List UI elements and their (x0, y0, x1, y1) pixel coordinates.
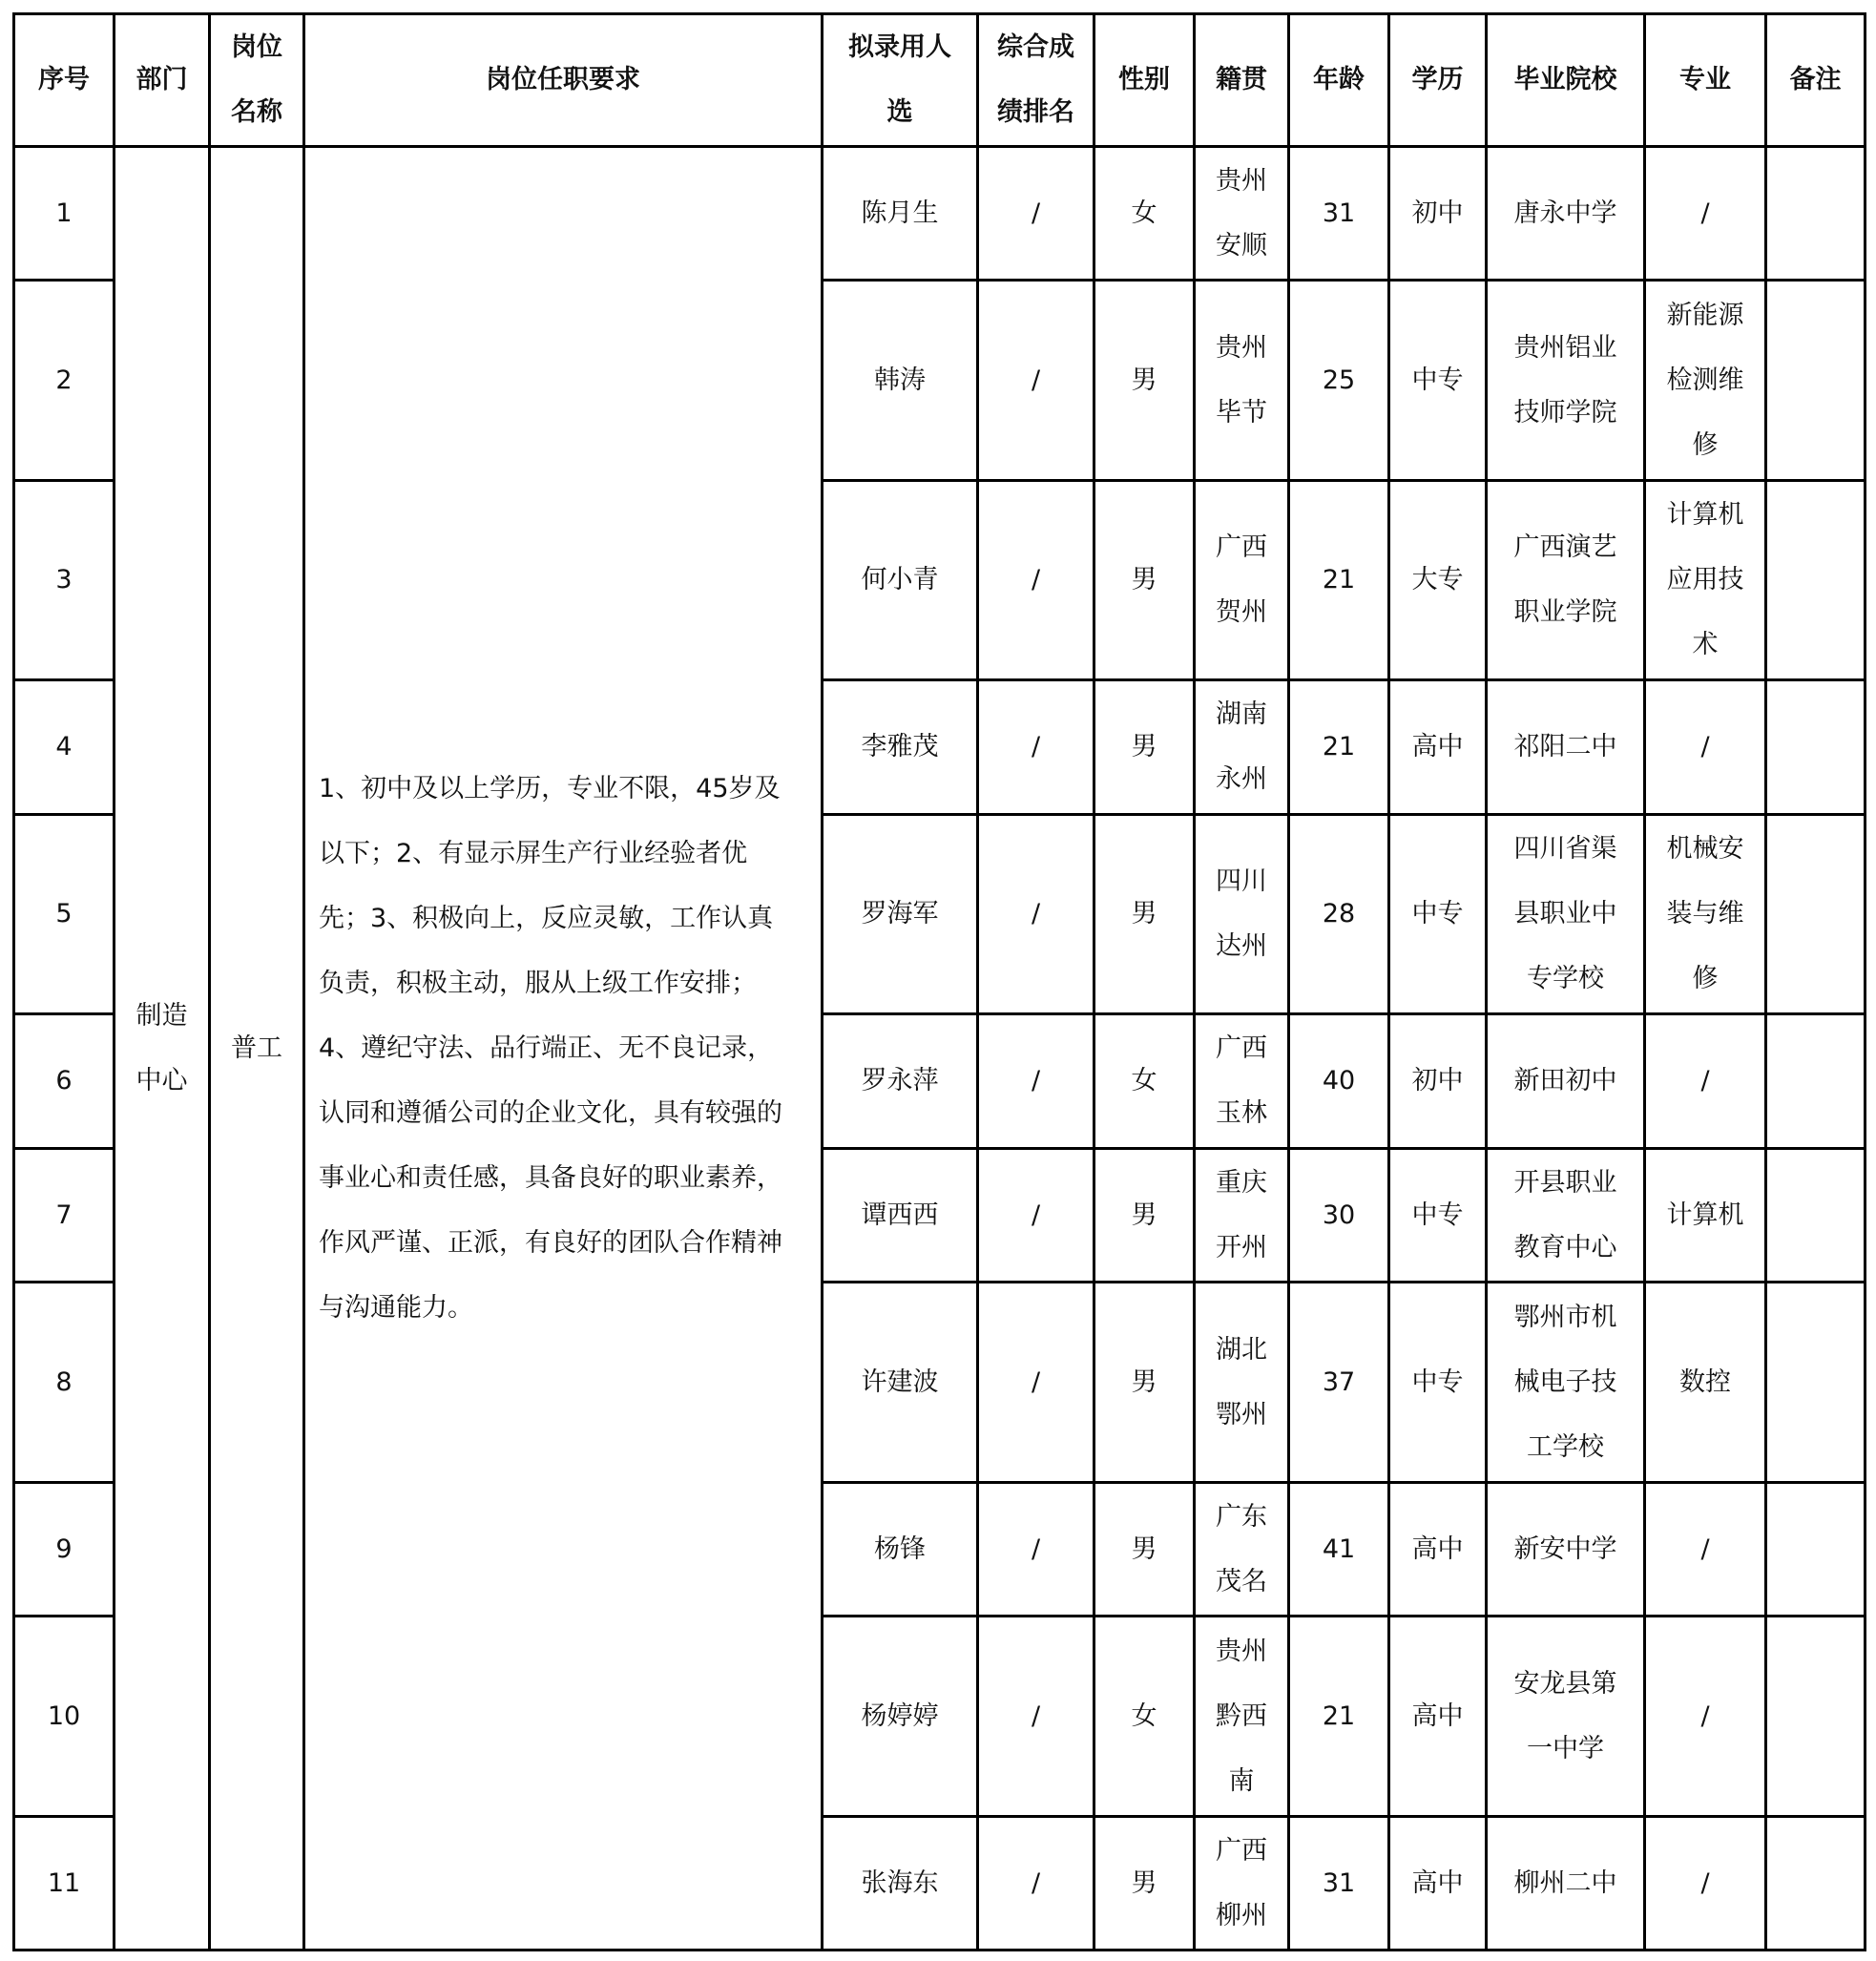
cell-candidate-name: 张海东 (823, 1817, 978, 1951)
cell-origin: 湖南 永州 (1195, 680, 1289, 815)
cell-candidate-name: 罗永萍 (823, 1014, 978, 1149)
cell-education: 中专 (1389, 1149, 1487, 1283)
cell-ranking: / (978, 1483, 1094, 1617)
table-body (14, 147, 1866, 1951)
cell-gender: 女 (1094, 147, 1195, 281)
cell-major: 计算机 (1645, 1149, 1766, 1283)
cell-remarks (1766, 1283, 1866, 1483)
cell-gender: 男 (1094, 1149, 1195, 1283)
cell-candidate-name: 何小青 (823, 481, 978, 680)
cell-age: 21 (1289, 680, 1389, 815)
header-seq: 序号 (14, 14, 115, 147)
cell-school: 柳州二中 (1487, 1817, 1645, 1951)
cell-major: / (1645, 1617, 1766, 1817)
cell-seq: 7 (14, 1149, 115, 1283)
cell-seq: 11 (14, 1817, 115, 1951)
cell-school: 唐永中学 (1487, 147, 1645, 281)
table-row (14, 147, 1866, 281)
cell-remarks (1766, 680, 1866, 815)
cell-school: 广西演艺 职业学院 (1487, 481, 1645, 680)
cell-origin: 广东 茂名 (1195, 1483, 1289, 1617)
cell-remarks (1766, 1483, 1866, 1617)
cell-age: 21 (1289, 481, 1389, 680)
cell-seq: 6 (14, 1014, 115, 1149)
cell-origin: 湖北 鄂州 (1195, 1283, 1289, 1483)
cell-candidate-name: 谭西西 (823, 1149, 978, 1283)
cell-remarks (1766, 1617, 1866, 1817)
header-gender: 性别 (1094, 14, 1195, 147)
cell-education: 高中 (1389, 1617, 1487, 1817)
cell-candidate-name: 许建波 (823, 1283, 978, 1483)
cell-age: 40 (1289, 1014, 1389, 1149)
header-position-text: 岗位 名称 (231, 32, 282, 127)
cell-age: 25 (1289, 281, 1389, 481)
cell-education: 初中 (1389, 147, 1487, 281)
cell-school: 祁阳二中 (1487, 680, 1645, 815)
header-age: 年龄 (1289, 14, 1389, 147)
cell-education: 中专 (1389, 1283, 1487, 1483)
cell-age: 28 (1289, 815, 1389, 1014)
cell-seq: 2 (14, 281, 115, 481)
cell-seq: 1 (14, 147, 115, 281)
cell-ranking: / (978, 147, 1094, 281)
cell-origin: 四川 达州 (1195, 815, 1289, 1014)
cell-ranking: / (978, 1283, 1094, 1483)
cell-remarks (1766, 1149, 1866, 1283)
cell-school: 新安中学 (1487, 1483, 1645, 1617)
cell-education: 高中 (1389, 1483, 1487, 1617)
cell-origin: 广西 玉林 (1195, 1014, 1289, 1149)
cell-school: 四川省渠 县职业中 专学校 (1487, 815, 1645, 1014)
cell-major: 数控 (1645, 1283, 1766, 1483)
header-education: 学历 (1389, 14, 1487, 147)
cell-seq: 10 (14, 1617, 115, 1817)
cell-age: 30 (1289, 1149, 1389, 1283)
header-school: 毕业院校 (1487, 14, 1645, 147)
cell-gender: 男 (1094, 481, 1195, 680)
cell-remarks (1766, 147, 1866, 281)
cell-seq: 9 (14, 1483, 115, 1617)
cell-age: 37 (1289, 1283, 1389, 1483)
header-dept: 部门 (115, 14, 210, 147)
cell-origin: 贵州 毕节 (1195, 281, 1289, 481)
cell-major: 新能源 检测维 修 (1645, 281, 1766, 481)
cell-age: 41 (1289, 1483, 1389, 1617)
header-position (210, 14, 304, 147)
cell-major: 机械安 装与维 修 (1645, 815, 1766, 1014)
cell-ranking: / (978, 1149, 1094, 1283)
cell-ranking: / (978, 281, 1094, 481)
cell-age: 21 (1289, 1617, 1389, 1817)
cell-dept: 制造 中心 (115, 147, 210, 1951)
cell-seq: 3 (14, 481, 115, 680)
cell-remarks (1766, 815, 1866, 1014)
cell-seq: 4 (14, 680, 115, 815)
cell-ranking: / (978, 815, 1094, 1014)
cell-school: 鄂州市机 械电子技 工学校 (1487, 1283, 1645, 1483)
header-candidate-text: 拟录用人 选 (848, 32, 951, 127)
cell-candidate-name: 罗海军 (823, 815, 978, 1014)
cell-school: 安龙县第 一中学 (1487, 1617, 1645, 1817)
cell-gender: 女 (1094, 1014, 1195, 1149)
cell-major: / (1645, 1014, 1766, 1149)
cell-gender: 男 (1094, 1483, 1195, 1617)
cell-major: / (1645, 1817, 1766, 1951)
cell-education: 高中 (1389, 680, 1487, 815)
cell-ranking: / (978, 1817, 1094, 1951)
cell-age: 31 (1289, 1817, 1389, 1951)
cell-seq: 8 (14, 1283, 115, 1483)
header-major: 专业 (1645, 14, 1766, 147)
cell-remarks (1766, 1817, 1866, 1951)
cell-origin: 广西 贺州 (1195, 481, 1289, 680)
cell-major: / (1645, 1483, 1766, 1617)
header-requirements: 岗位任职要求 (304, 14, 823, 147)
cell-gender: 男 (1094, 815, 1195, 1014)
cell-ranking: / (978, 481, 1094, 680)
cell-ranking: / (978, 1014, 1094, 1149)
cell-ranking: / (978, 1617, 1094, 1817)
candidate-table (12, 12, 1866, 1951)
header-ranking-text: 综合成 绩排名 (997, 32, 1074, 127)
cell-major: / (1645, 147, 1766, 281)
cell-candidate-name: 杨锋 (823, 1483, 978, 1617)
cell-gender: 男 (1094, 1283, 1195, 1483)
cell-school: 开县职业 教育中心 (1487, 1149, 1645, 1283)
cell-requirements: 1、初中及以上学历，专业不限，45岁及 以下；2、有显示屏生产行业经验者优 先；3、积极向上，反应灵敏，工作认真 负责，积极主动，服从上级工作安排； 4、遵纪守法、品行端正、无不良记录， 认同和遵循公司的企业文化，具有较强的 事业心和责任感，具备良好的职业素养， 作风严谨、正派，有良好的团队合作精神 与沟通能力。 (304, 147, 823, 1951)
cell-remarks (1766, 1014, 1866, 1149)
cell-seq: 5 (14, 815, 115, 1014)
cell-candidate-name: 韩涛 (823, 281, 978, 481)
header-origin: 籍贯 (1195, 14, 1289, 147)
cell-candidate-name: 李雅茂 (823, 680, 978, 815)
cell-education: 大专 (1389, 481, 1487, 680)
cell-candidate-name: 陈月生 (823, 147, 978, 281)
cell-origin: 重庆 开州 (1195, 1149, 1289, 1283)
cell-education: 中专 (1389, 815, 1487, 1014)
cell-candidate-name: 杨婷婷 (823, 1617, 978, 1817)
header-ranking (978, 14, 1094, 147)
cell-education: 中专 (1389, 281, 1487, 481)
cell-position: 普工 (210, 147, 304, 1951)
header-remarks: 备注 (1766, 14, 1866, 147)
cell-school: 新田初中 (1487, 1014, 1645, 1149)
cell-origin: 广西 柳州 (1195, 1817, 1289, 1951)
header-candidate (823, 14, 978, 147)
cell-major: 计算机 应用技 术 (1645, 481, 1766, 680)
cell-age: 31 (1289, 147, 1389, 281)
cell-ranking: / (978, 680, 1094, 815)
cell-remarks (1766, 481, 1866, 680)
cell-gender: 男 (1094, 281, 1195, 481)
cell-major: / (1645, 680, 1766, 815)
cell-origin: 贵州 黔西 南 (1195, 1617, 1289, 1817)
cell-gender: 男 (1094, 1817, 1195, 1951)
cell-gender: 女 (1094, 1617, 1195, 1817)
cell-origin: 贵州 安顺 (1195, 147, 1289, 281)
cell-remarks (1766, 281, 1866, 481)
header-row (14, 14, 1866, 147)
cell-school: 贵州铝业 技师学院 (1487, 281, 1645, 481)
cell-gender: 男 (1094, 680, 1195, 815)
cell-education: 初中 (1389, 1014, 1487, 1149)
cell-education: 高中 (1389, 1817, 1487, 1951)
